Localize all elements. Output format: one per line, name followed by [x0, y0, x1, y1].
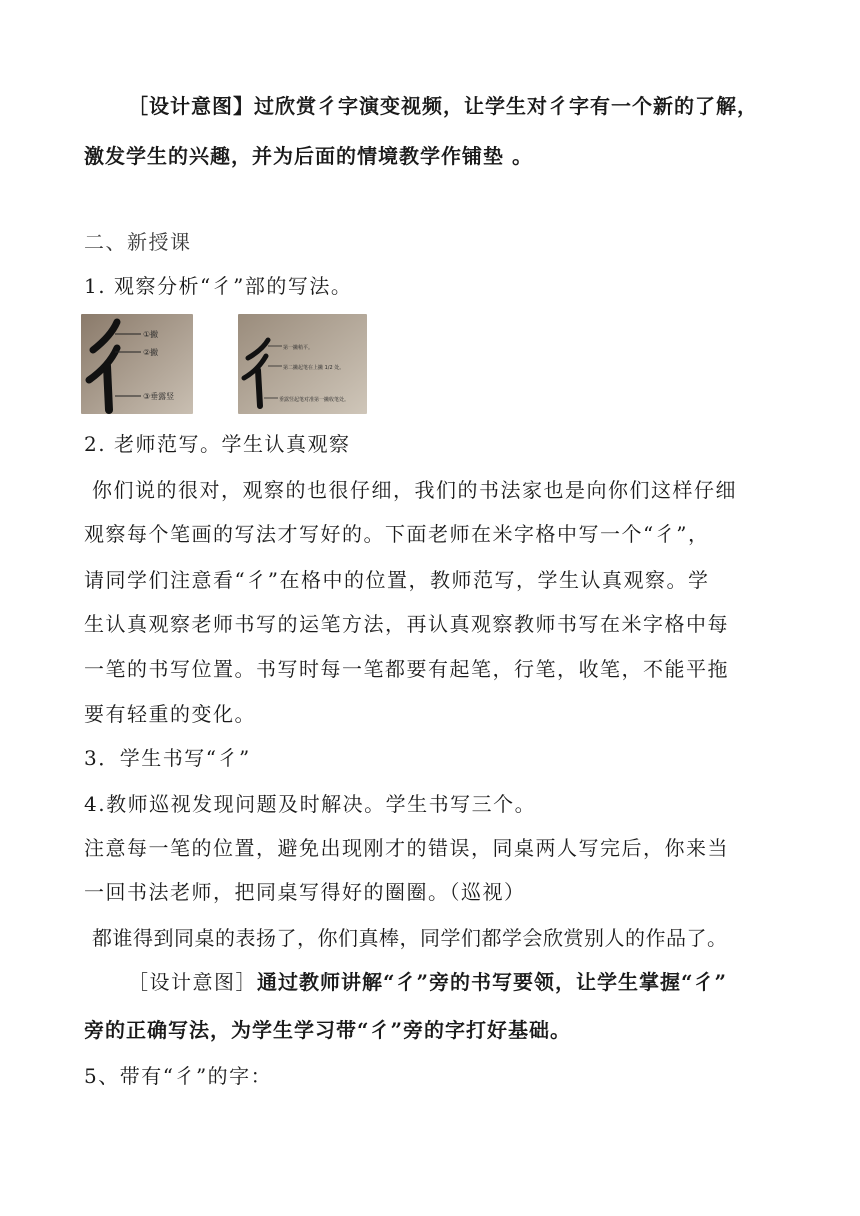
- step-3: 3．学生书写“彳”: [84, 746, 251, 770]
- annotation-right-3: 垂露竖起笔对准第一撇收笔处。: [279, 397, 350, 403]
- paragraph-1-line-5: 一笔的书写位置。书写时每一笔都要有起笔，行笔，收笔，不能平拖: [84, 657, 729, 681]
- paragraph-3: 都谁得到同桌的表扬了，你们真棒，同学们都学会欣赏别人的作品了。: [92, 926, 728, 950]
- paragraph-1-line-4: 生认真观察老师书写的运笔方法，再认真观察教师书写在米字格中每: [84, 612, 729, 636]
- design-intent-2-prefix: ［设计意图］: [128, 970, 257, 994]
- paragraph-2-line-2: 一回书法老师，把同桌写得好的圈圈。（巡视）: [84, 880, 526, 904]
- section-heading: 二、新授课: [84, 230, 192, 254]
- design-intent-2-line-1-rest: 通过教师讲解“彳”旁的书写要领，让学生掌握“彳”: [257, 970, 728, 994]
- design-intent-2-line-2: 旁的正确写法，为学生学习带“彳”旁的字打好基础。: [84, 1018, 572, 1042]
- paragraph-2-line-1: 注意每一笔的位置，避免出现刚才的错误，同桌两人写完后，你来当: [84, 836, 729, 860]
- annotation-right-1: 第一撇稍平。: [283, 345, 314, 351]
- design-intent-line-2: 激发学生的兴趣，并为后面的情境教学作铺垫 。: [84, 144, 533, 168]
- annotation-left-3: ③垂露竖: [143, 392, 175, 401]
- annotation-left-2: ②撇: [143, 348, 159, 357]
- design-intent-line-1: ［设计意图】过欣赏彳字演变视频，让学生对彳字有一个新的了解，: [128, 94, 758, 118]
- step-4: 4.教师巡视发现问题及时解决。学生书写三个。: [84, 792, 537, 816]
- paragraph-1-line-2: 观察每个笔画的写法才写好的。下面老师在米字格中写一个“彳”，: [84, 522, 710, 546]
- annotation-right-2: 第二撇起笔在上撇 1/2 处。: [283, 365, 345, 371]
- step-1: 1. 观察分析“彳”部的写法。: [84, 274, 353, 298]
- annotation-left-1: ①撇: [143, 330, 159, 339]
- calligraphy-photo-left: [81, 314, 193, 414]
- paragraph-1-line-3: 请同学们注意看“彳”在格中的位置，教师范写，学生认真观察。学: [84, 568, 710, 592]
- paragraph-1-line-1: 你们说的很对，观察的也很仔细，我们的书法家也是向你们这样仔细: [92, 478, 737, 502]
- step-5: 5、带有“彳”的字：: [84, 1064, 273, 1088]
- calligraphy-photo-right: [238, 314, 367, 414]
- step-2: 2. 老师范写。学生认真观察: [84, 432, 351, 456]
- design-intent-2-line-1: [128, 970, 727, 994]
- paragraph-1-line-6: 要有轻重的变化。: [84, 702, 256, 726]
